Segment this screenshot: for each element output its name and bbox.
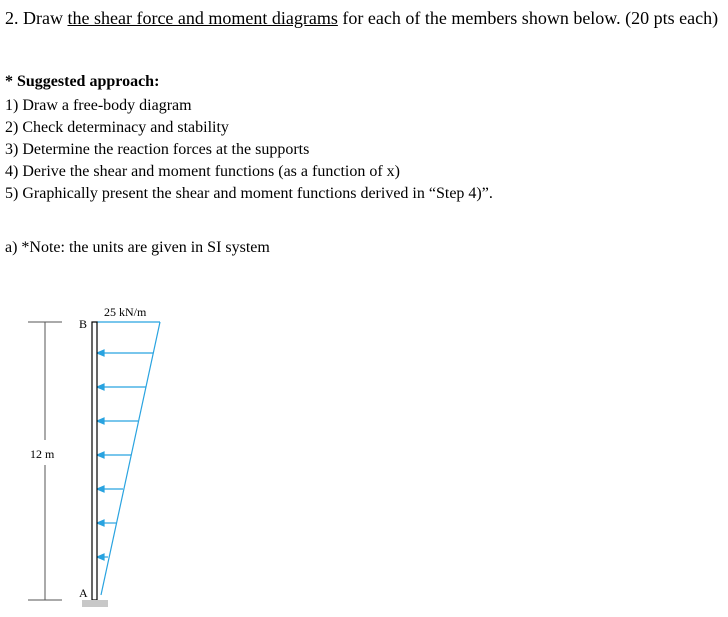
label-b: B bbox=[79, 317, 88, 331]
load-arrow bbox=[97, 384, 146, 390]
load-arrow bbox=[97, 554, 108, 560]
approach-steps bbox=[5, 95, 493, 205]
distributed-load bbox=[97, 322, 160, 595]
beam-figure bbox=[0, 295, 220, 615]
load-arrow bbox=[97, 486, 123, 492]
label-a: A bbox=[79, 586, 88, 600]
member bbox=[92, 322, 97, 600]
question-suffix: for each of the members shown below. (20 pts each) bbox=[337, 8, 719, 28]
question-prefix: 2. Draw bbox=[5, 8, 68, 28]
load-label: 25 kN/m bbox=[104, 305, 147, 319]
step-item: 3) Determine the reaction forces at the supports bbox=[5, 141, 310, 158]
part-a-note: a) *Note: the units are given in SI system bbox=[5, 239, 270, 256]
question-title bbox=[5, 8, 720, 29]
load-outline-slope bbox=[101, 322, 160, 595]
load-arrow bbox=[97, 350, 153, 356]
load-arrow bbox=[97, 520, 116, 526]
load-arrow bbox=[97, 452, 131, 458]
question-underlined: the shear force and moment diagrams bbox=[67, 8, 338, 28]
approach-heading: * Suggested approach: bbox=[5, 73, 160, 90]
step-item: 5) Graphically present the shear and moment functions derived in “Step 4)”. bbox=[5, 185, 493, 202]
step-item: 2) Check determinacy and stability bbox=[5, 119, 229, 136]
step-item: 1) Draw a free-body diagram bbox=[5, 97, 192, 114]
load-arrow bbox=[97, 418, 138, 424]
length-label: 12 m bbox=[30, 447, 55, 461]
fixed-support bbox=[82, 600, 108, 607]
step-item: 4) Derive the shear and moment functions (as a function of x) bbox=[5, 163, 400, 180]
